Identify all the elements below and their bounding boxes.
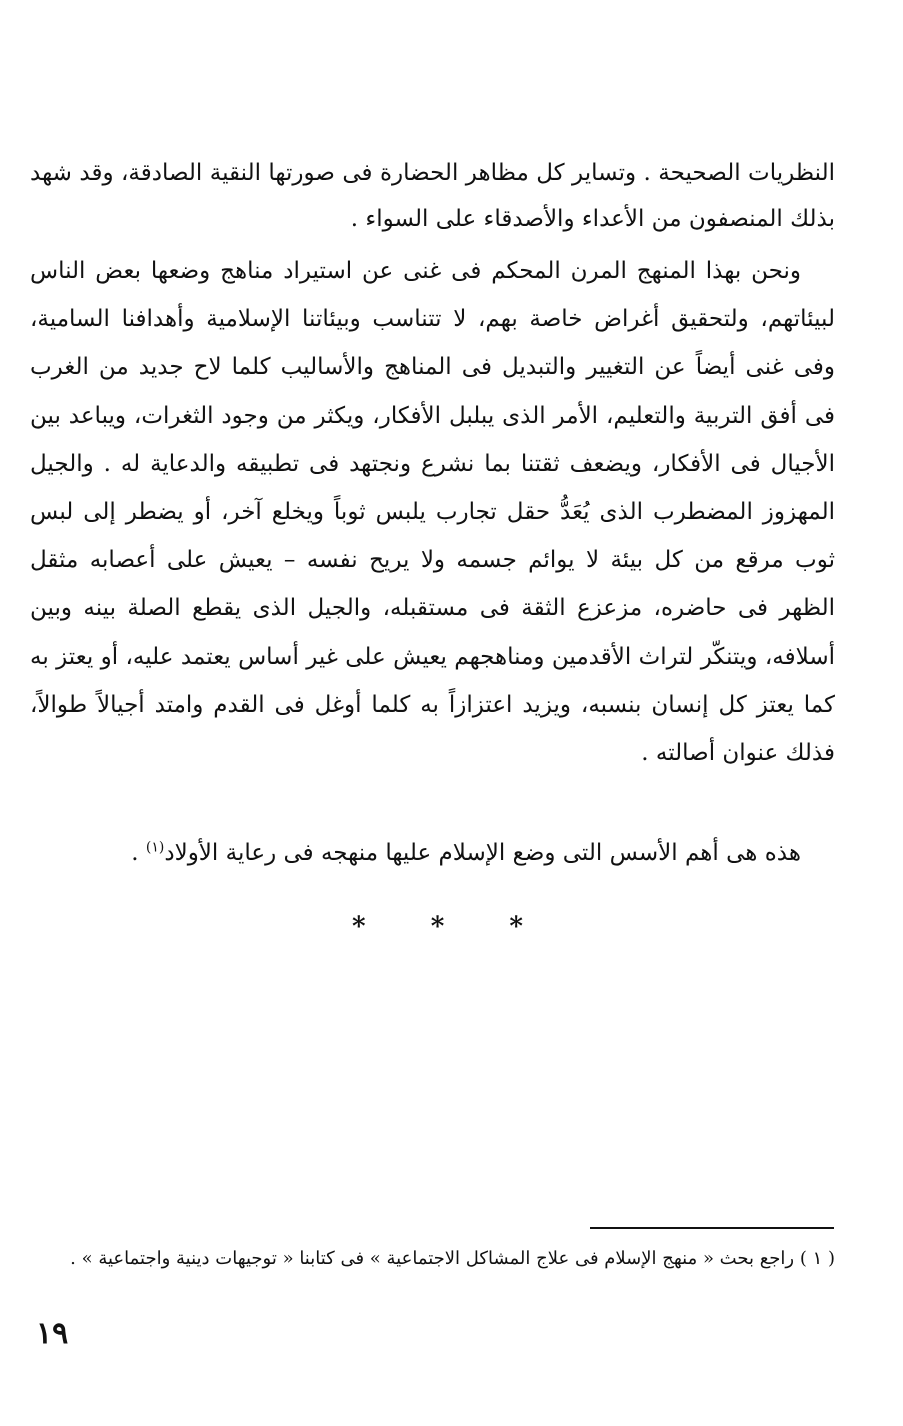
footnote-divider <box>590 1227 834 1229</box>
body-paragraph-conclusion <box>30 830 835 876</box>
footnote: ( ١ ) راجع بحث « منهج الإسلام فى علاج المشاكل الاجتماعية » فى كتابنا « توجيهات دينية واجتماعية » . <box>70 1248 835 1269</box>
body-paragraph: ونحن بهذا المنهج المرن المحكم فى غنى عن استيراد مناهج وضعها بعض الناس لبيئاتهم، ولتحقيق أغراض خاصة بهم، لا تتناسب وبيئاتنا الإسلامية وأهدافنا السامية، وفى غنى أيضاً عن التغيير والتبديل فى المناهج والأساليب كلما لاح جديد من الغرب فى أفق التربية والتعليم، الأمر الذى يبلبل الأفكار، ويكثر من وجود الثغرات، ويباعد بين الأجيال فى الأفكار، ويضعف ثقتنا بما نشرع ونجتهد فى تطبيقه والدعاية له . والجيل المهزوز المضطرب الذى يُعَدُّ حقل تجارب يلبس ثوباً ويخلع آخر، أو يضطر إلى لبس ثوب مرقع من كل بيئة لا يوائم جسمه ولا يريح نفسه – يعيش على أعصابه مثقل الظهر فى حاضره، مزعزع الثقة فى مستقبله، والجيل الذى يقطع الصلة بينه وبين أسلافه، ويتنكّر لتراث الأقدمين ومناهجهم يعيش على غير أساس يعتمد عليه، أو يعتز به كما يعتز كل إنسان بنسبه، ويزيد اعتزازاً به كلما أوغل فى القدم وامتد أجيالاً طوالاً، فذلك عنوان أصالته . <box>30 258 835 767</box>
section-separator: * * * <box>352 912 551 942</box>
body-paragraph-continuation: النظريات الصحيحة . وتساير كل مظاهر الحضارة فى صورتها النقية الصادقة، وقد شهد بذلك المنصفون من الأعداء والأصدقاء على السواء . <box>30 160 835 232</box>
conclusion-text: هذه هى أهم الأسس التى وضع الإسلام عليها منهجه فى رعاية الأولاد <box>164 840 801 866</box>
conclusion-end: . <box>131 840 146 866</box>
page-number: ١٩ <box>36 1316 69 1351</box>
footnote-reference: (١) <box>145 839 165 856</box>
